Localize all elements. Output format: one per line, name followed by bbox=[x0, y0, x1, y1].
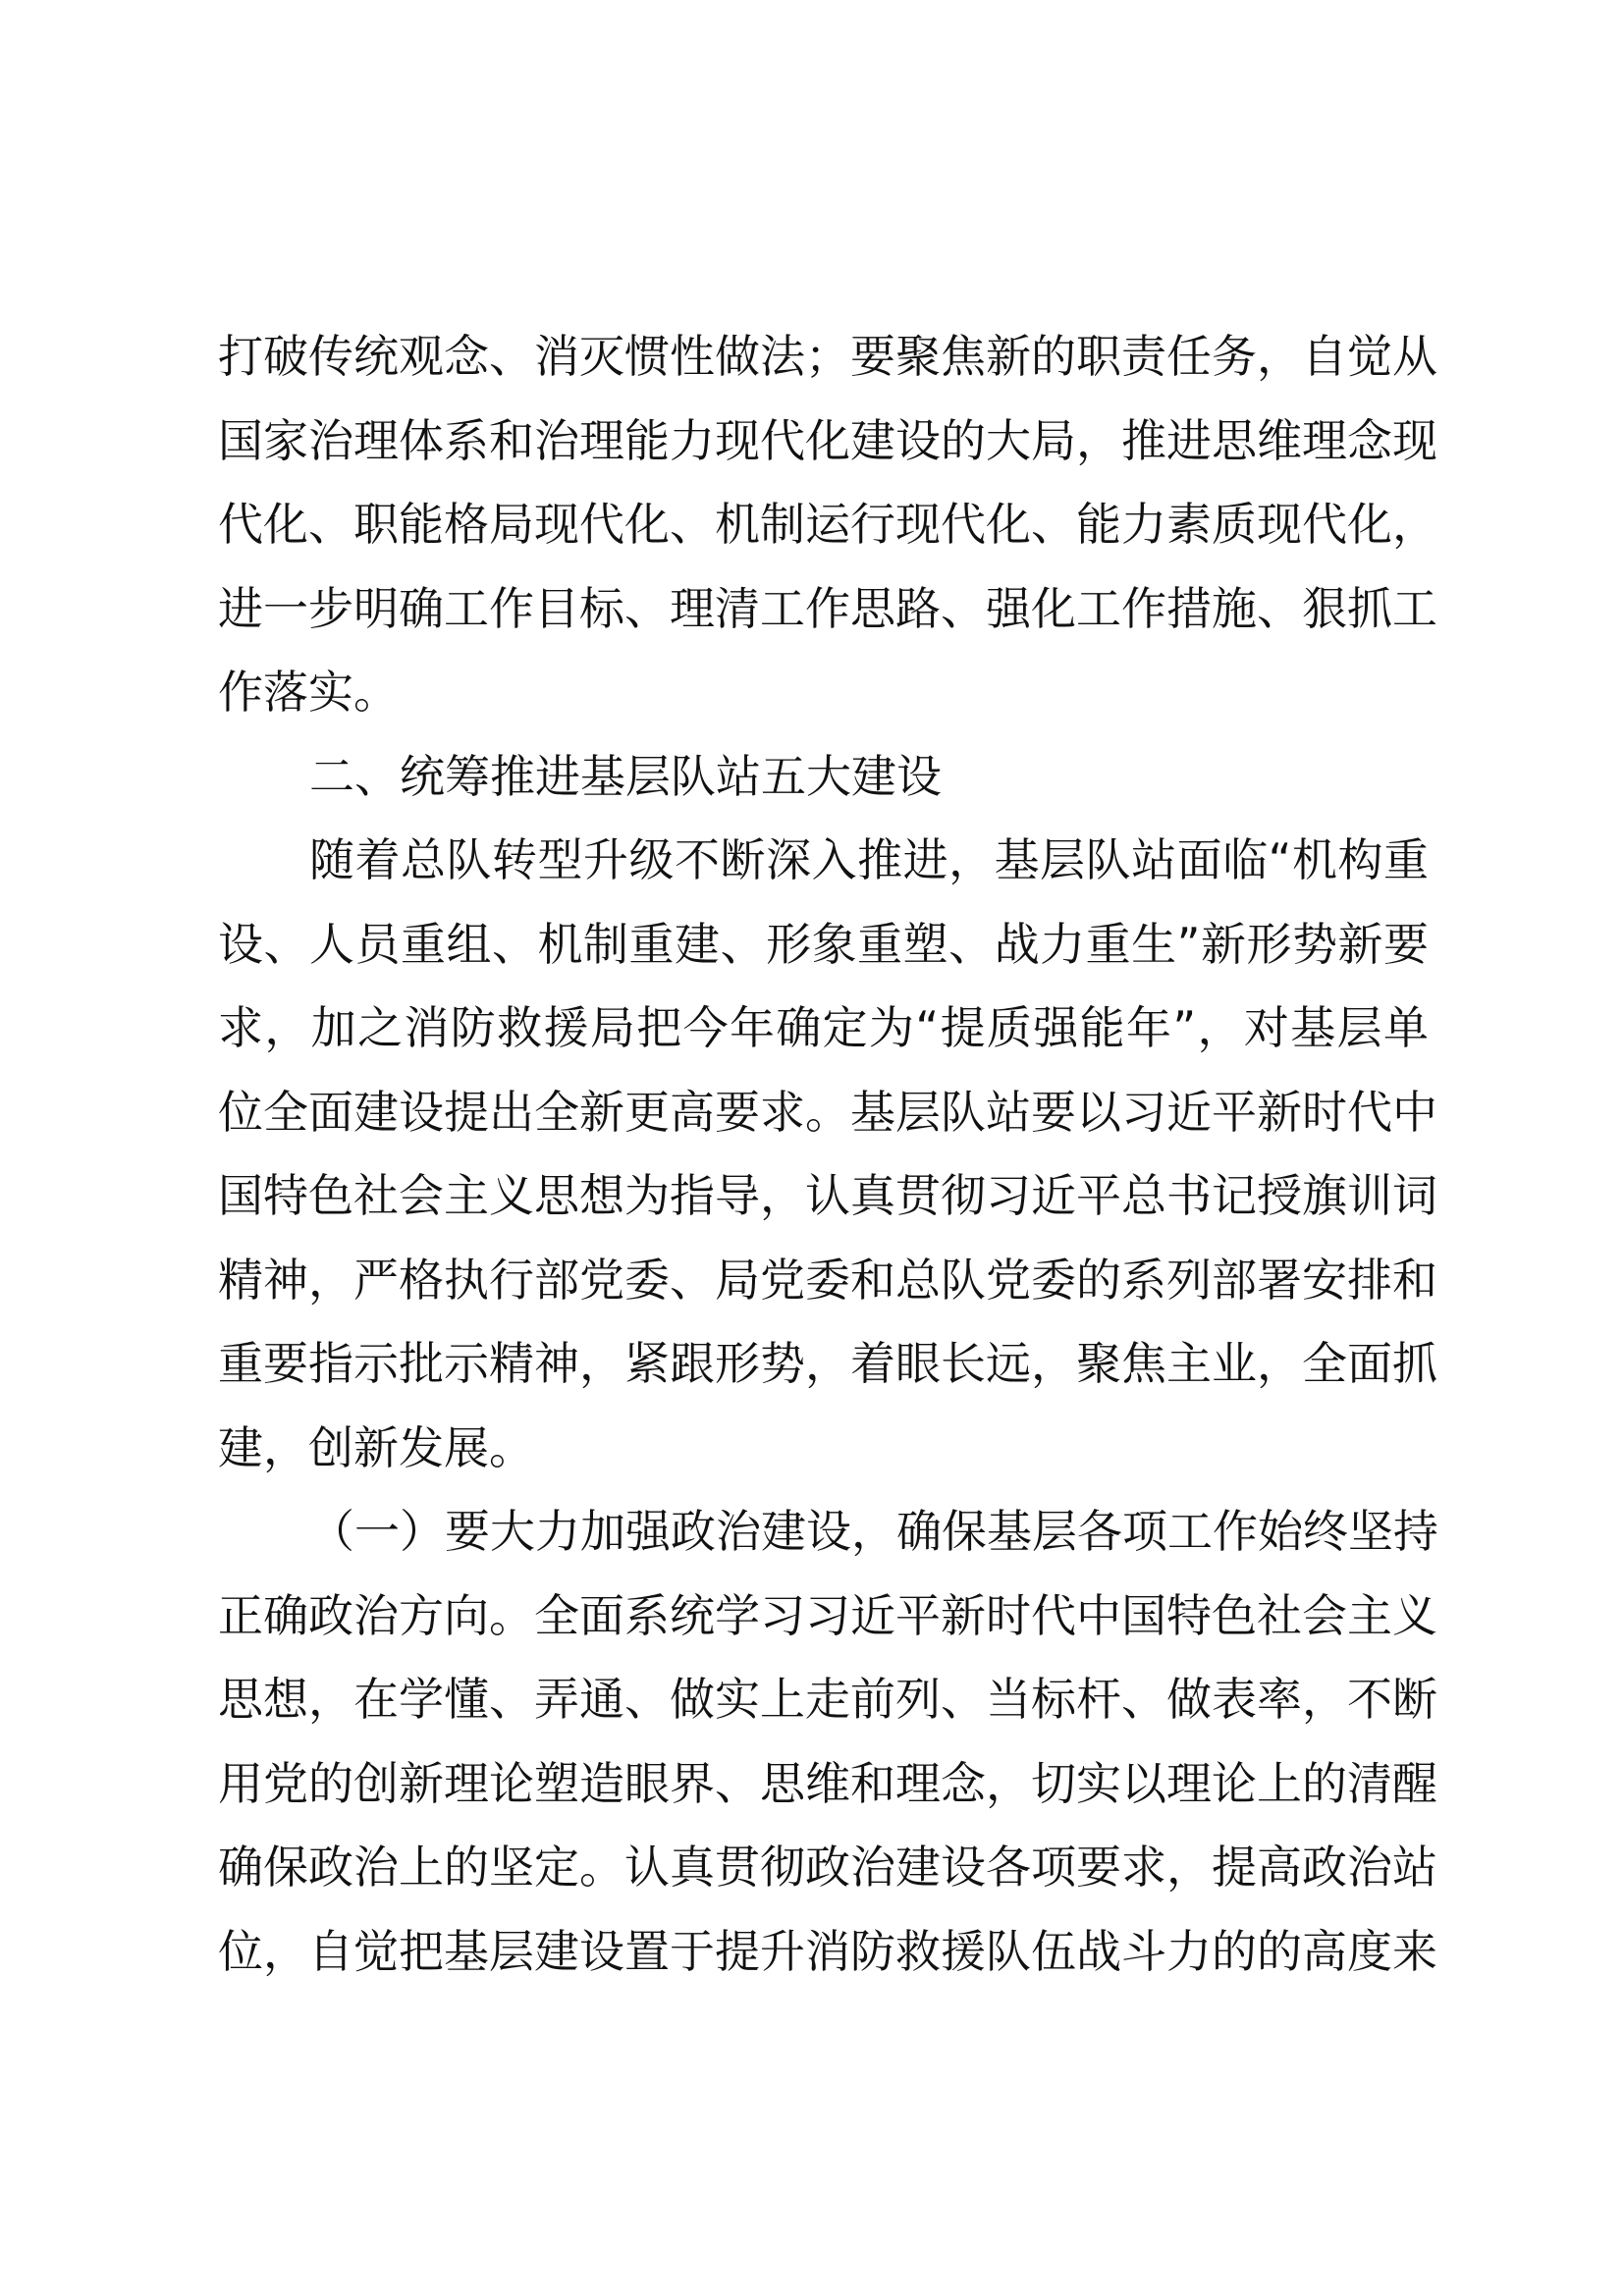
text-line: 建，创新发展。 bbox=[218, 1420, 534, 1474]
document-body bbox=[218, 315, 1438, 1994]
text-line: 正确政治方向。全面系统学习习近平新时代中国特色社会主义 bbox=[218, 1588, 1437, 1642]
text-line: 重要指示批示精神，紧跟形势，着眼长远，聚焦主业，全面抓 bbox=[218, 1337, 1437, 1390]
text-line: 思想，在学懂、弄通、做实上走前列、当标杆、做表率，不断 bbox=[218, 1673, 1437, 1726]
text-line: 随着总队转型升级不断深入推进，基层队站面临“机构重 bbox=[309, 833, 1429, 886]
text-line: 位全面建设提出全新更高要求。基层队站要以习近平新时代中 bbox=[218, 1085, 1437, 1139]
text-line: 进一步明确工作目标、理清工作思路、强化工作措施、狠抓工 bbox=[218, 581, 1437, 635]
text-line: 用党的创新理论塑造眼界、思维和理念，切实以理论上的清醒 bbox=[218, 1756, 1437, 1810]
subsection-heading-line: （一）要大力加强政治建设，确保基层各项工作始终坚持 bbox=[309, 1505, 1438, 1558]
text-line: 位，自觉把基层建设置于提升消防救援队伍战斗力的的高度来 bbox=[218, 1924, 1437, 1978]
section-heading: 二、统筹推进基层队站五大建设 bbox=[309, 749, 942, 803]
text-line: 打破传统观念、消灭惯性做法；要聚焦新的职责任务，自觉从 bbox=[218, 330, 1437, 383]
text-line: 求，加之消防救援局把今年确定为“提质强能年”，对基层单 bbox=[218, 1001, 1429, 1054]
text-line: 国特色社会主义思想为指导，认真贯彻习近平总书记授旗训词 bbox=[218, 1169, 1437, 1222]
text-line: 作落实。 bbox=[218, 666, 399, 719]
text-line: 精神，严格执行部党委、局党委和总队党委的系列部署安排和 bbox=[218, 1253, 1437, 1307]
text-line: 设、人员重组、机制重建、形象重塑、战力重生”新形势新要 bbox=[218, 917, 1429, 971]
text-line: 确保政治上的坚定。认真贯彻政治建设各项要求，提高政治站 bbox=[218, 1841, 1437, 1894]
text-line: 国家治理体系和治理能力现代化建设的大局，推进思维理念现 bbox=[218, 413, 1437, 467]
text-line: 代化、职能格局现代化、机制运行现代化、能力素质现代化， bbox=[218, 498, 1437, 551]
